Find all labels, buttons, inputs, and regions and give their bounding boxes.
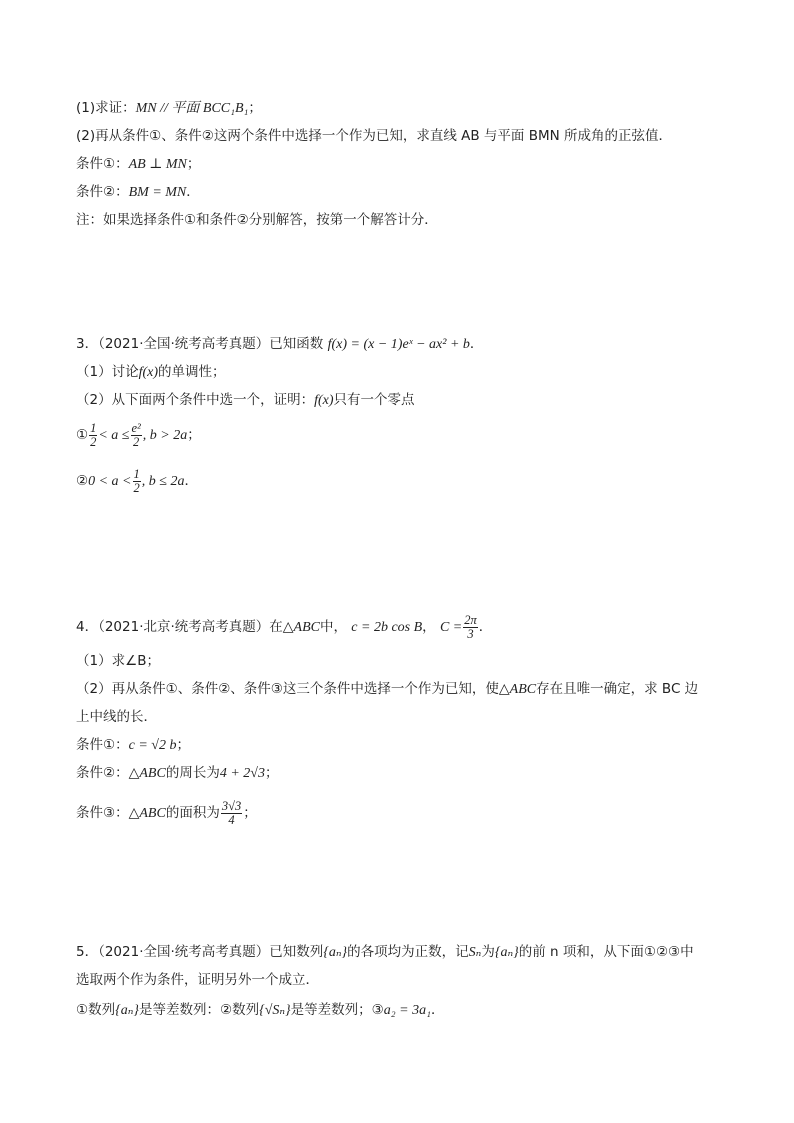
fraction: $\frac{3√3}{4}$ <box>221 798 242 827</box>
p2-condition-2: 条件②：BM = MN． <box>76 184 200 200</box>
p3-question-1: （1）讨论f(x)的单调性； <box>76 364 226 380</box>
p4-condition-2: 条件②：△ABC的周长为4 + 2√3； <box>76 765 279 781</box>
p3-function: f(x) = (x − 1)eˣ − ax² + b <box>327 337 470 352</box>
fraction: $\frac{1}{2}$ <box>90 420 97 449</box>
p3-header: 3．（2021·全国·统考高考真题）已知函数 f(x) = (x − 1)eˣ − ax² + b． <box>76 336 484 352</box>
p3-question-2: （2）从下面两个条件中选一个，证明：f(x)只有一个零点 <box>76 392 415 408</box>
p2-part1: (1)求证：MN // 平面 BCC₁B₁； <box>76 100 262 116</box>
p4-condition-1: 条件①：c = √2 b； <box>76 737 190 753</box>
p4-header: 4．（2021·北京·统考高考真题）在△ABC中， c = 2b cos B， C = $\frac{2\pi}{3}$ ． <box>76 612 493 641</box>
p4-question-1: （1）求∠B； <box>76 653 160 669</box>
p3-condition-1: ① $\frac{1}{2}$ < a ≤ $\frac{\text{e²}}{2}$ , b > 2a； <box>76 420 201 449</box>
p4-condition-3: 条件③：△ABC的面积为 $\frac{3√3}{4}$ ； <box>76 798 257 827</box>
p5-header: 5．（2021·全国·统考高考真题）已知数列{aₙ}的各项均为正数，记Sₙ为{aₙ}的前 n 项和，从下面①②③中 <box>76 944 694 960</box>
p4-question-2: （2）再从条件①、条件②、条件③这三个条件中选择一个作为已知，使△ABC存在且唯一确定，求 BC 边 <box>76 681 699 697</box>
p2-condition-1: 条件①：AB ⊥ MN； <box>76 156 201 172</box>
p2-part2: (2)再从条件①、条件②这两个条件中选择一个作为已知，求直线 AB 与平面 BMN 所成角的正弦值． <box>76 128 672 144</box>
fraction: $\frac{\text{e²}}{2}$ <box>131 420 141 449</box>
p2-note: 注：如果选择条件①和条件②分别解答，按第一个解答计分． <box>76 212 438 228</box>
fraction: $\frac{2\pi}{3}$ <box>464 612 477 641</box>
p5-options: ①数列{aₙ}是等差数列：②数列{√Sₙ}是等差数列；③a₂ = 3a₁． <box>76 1002 445 1018</box>
fraction: $\frac{1}{2}$ <box>133 466 140 495</box>
p5-line-2: 选取两个作为条件，证明另外一个成立． <box>76 972 319 988</box>
p4-question-2-cont: 上中线的长． <box>76 709 157 725</box>
p3-condition-2: ②0 < a < $\frac{1}{2}$ , b ≤ 2a． <box>76 466 198 495</box>
